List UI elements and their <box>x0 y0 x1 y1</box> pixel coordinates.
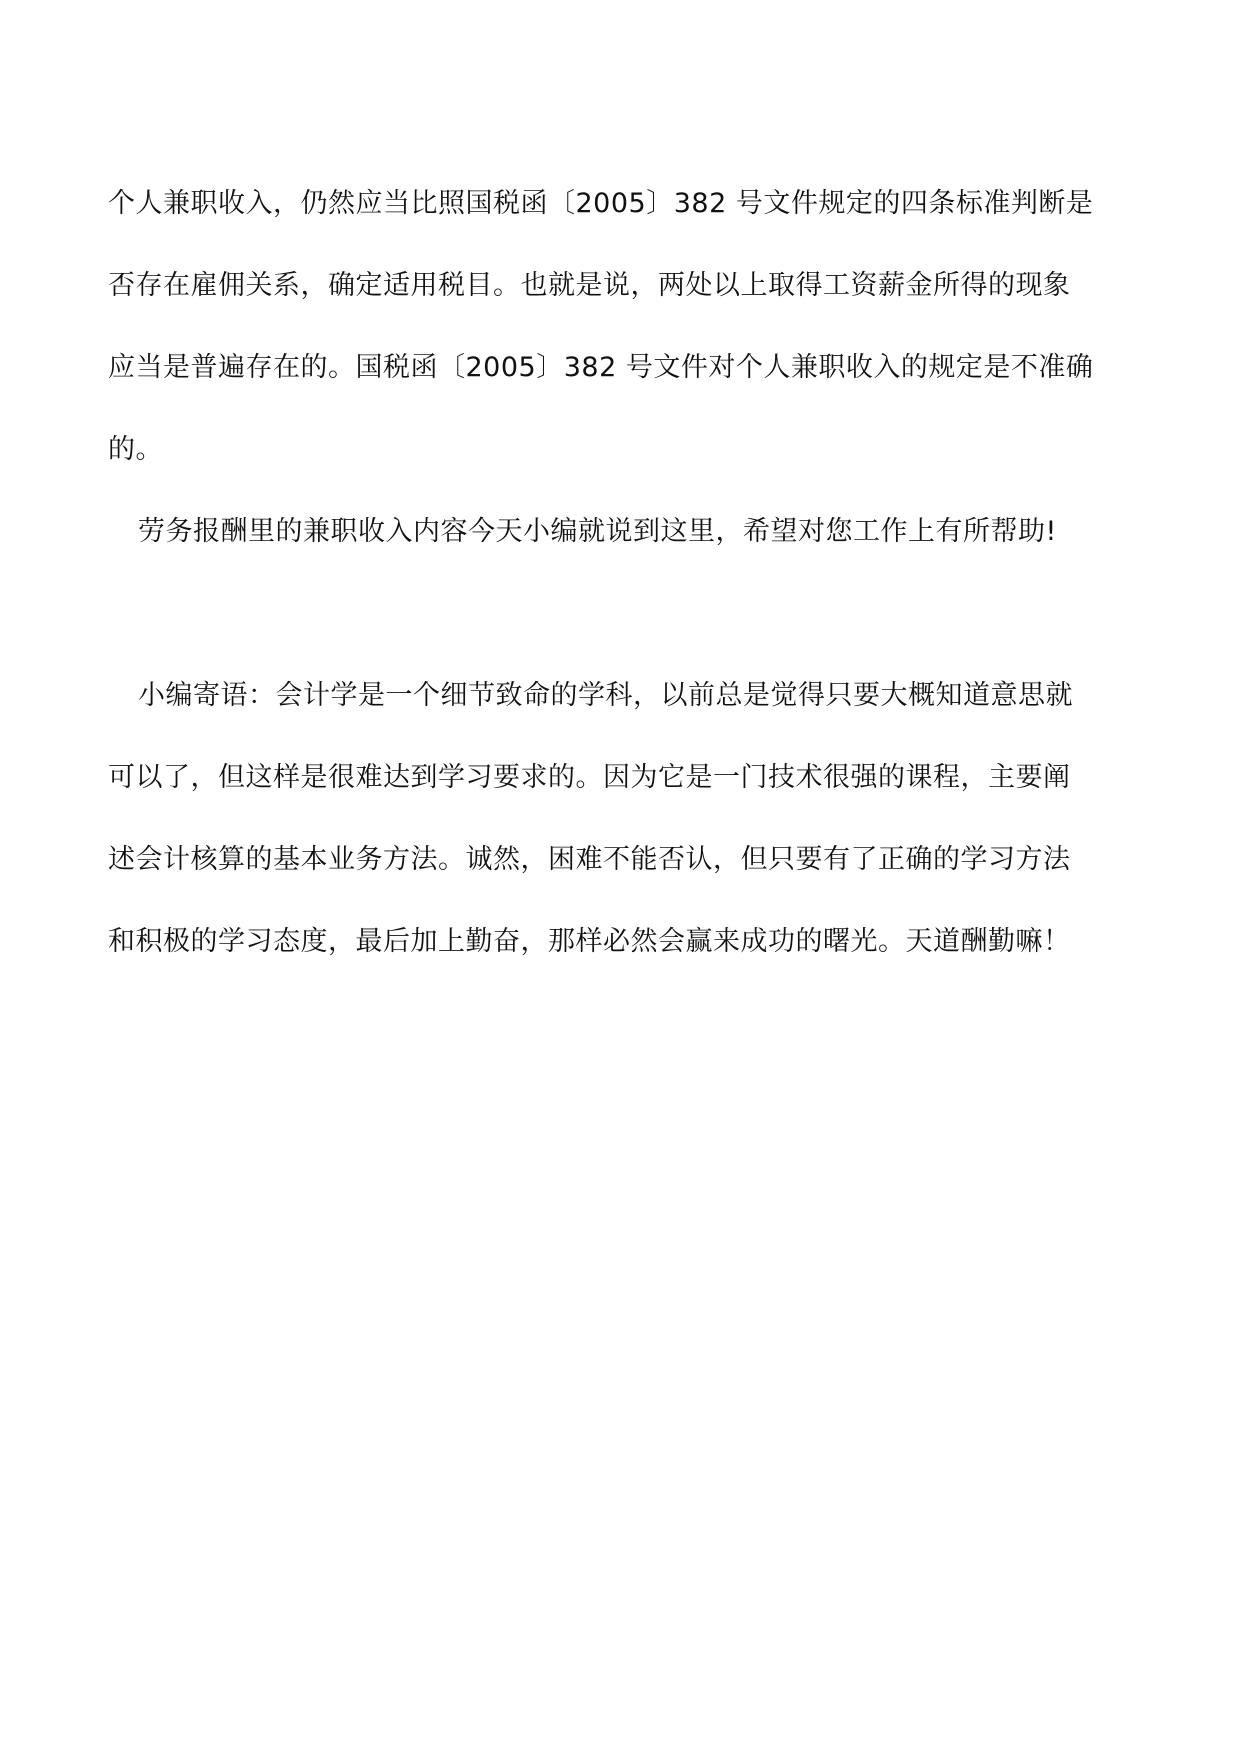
paragraph-line: 应当是普遍存在的。国税函〔2005〕382 号文件对个人兼职收入的规定是不准确 <box>108 352 1094 383</box>
paragraph-line: 的。 <box>108 434 163 465</box>
paragraph-tax-rule <box>108 163 1138 491</box>
paragraph-line: 劳务报酬里的兼职收入内容今天小编就说到这里，希望对您工作上有所帮助! <box>138 516 1057 547</box>
paragraph-closing <box>108 491 1138 573</box>
paragraph-line: 述会计核算的基本业务方法。诚然，困难不能否认，但只要有了正确的学习方法 <box>108 844 1071 875</box>
paragraph-line: 和积极的学习态度，最后加上勤奋，那样必然会赢来成功的曙光。天道酬勤嘛！ <box>108 926 1071 957</box>
document-body <box>108 163 1138 983</box>
paragraph-editor-note <box>108 655 1138 983</box>
paragraph-line: 小编寄语：会计学是一个细节致命的学科，以前总是觉得只要大概知道意思就 <box>138 680 1073 711</box>
paragraph-line: 否存在雇佣关系，确定适用税目。也就是说，两处以上取得工资薪金所得的现象 <box>108 270 1071 301</box>
paragraph-line: 可以了，但这样是很难达到学习要求的。因为它是一门技术很强的课程，主要阐 <box>108 762 1071 793</box>
paragraph-spacer <box>108 573 1138 655</box>
paragraph-line: 个人兼职收入，仍然应当比照国税函〔2005〕382 号文件规定的四条标准判断是 <box>108 188 1094 219</box>
